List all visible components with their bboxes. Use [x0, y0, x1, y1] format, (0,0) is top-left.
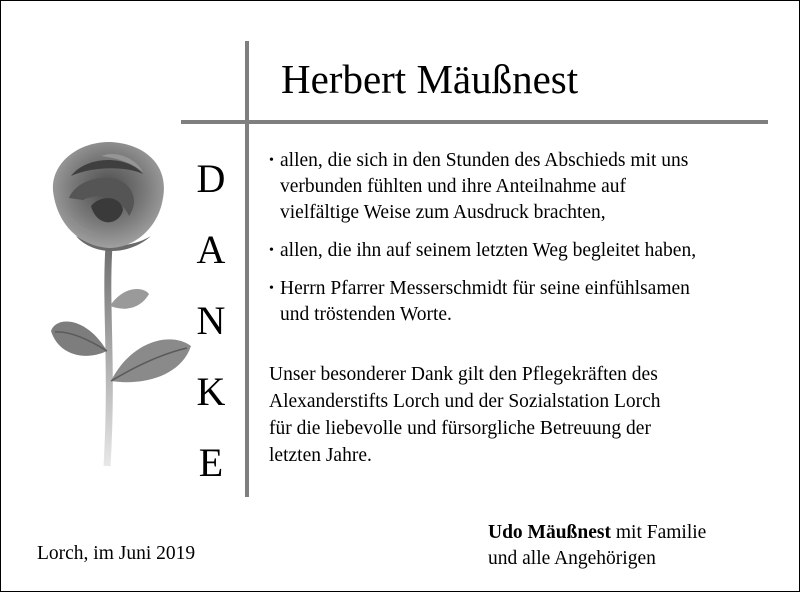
deceased-name: Herbert Mäußnest: [281, 56, 579, 102]
signature-line-2: und alle Angehörigen: [488, 548, 656, 569]
danke-letter: K: [196, 369, 226, 414]
signature: [488, 520, 706, 572]
danke-letter: A: [196, 227, 226, 272]
place-date: Lorch, im Juni 2019: [37, 543, 196, 564]
signature-name: Udo Mäußnest: [488, 522, 611, 543]
danke-letter: D: [196, 156, 226, 201]
list-item-text: Herrn Pfarrer Messerschmidt für seine einfühlsamen und tröstenden Worte.: [280, 278, 690, 325]
cross-horizontal-line: [181, 120, 768, 124]
bullet-icon: •: [269, 281, 274, 296]
thanks-list: [269, 148, 794, 340]
list-item: [269, 238, 794, 264]
bullet-icon: •: [269, 243, 274, 258]
list-item-text: allen, die sich in den Stunden des Abschieds mit uns verbunden fühlten und ihre Anteilnahme auf vielfältige Weise zum Ausdruck brachten,: [280, 150, 689, 223]
list-item: [269, 148, 794, 226]
cross-vertical-line: [245, 41, 249, 497]
danke-letter: E: [198, 440, 224, 485]
signature-line-1: [488, 520, 706, 546]
bullet-icon: •: [269, 153, 274, 168]
closing-paragraph: Unser besonderer Dank gilt den Pflegekräften des Alexanderstifts Lorch und der Sozialstation Lorch für die liebevolle und fürsorgliche Betreuung der letzten Jahre.: [269, 364, 661, 466]
rose-image: [31, 136, 201, 471]
list-item-text: allen, die ihn auf seinem letzten Weg begleitet haben,: [280, 240, 697, 261]
list-item: [269, 276, 794, 328]
signature-family: mit Familie: [610, 522, 707, 543]
danke-letter: N: [196, 298, 226, 343]
